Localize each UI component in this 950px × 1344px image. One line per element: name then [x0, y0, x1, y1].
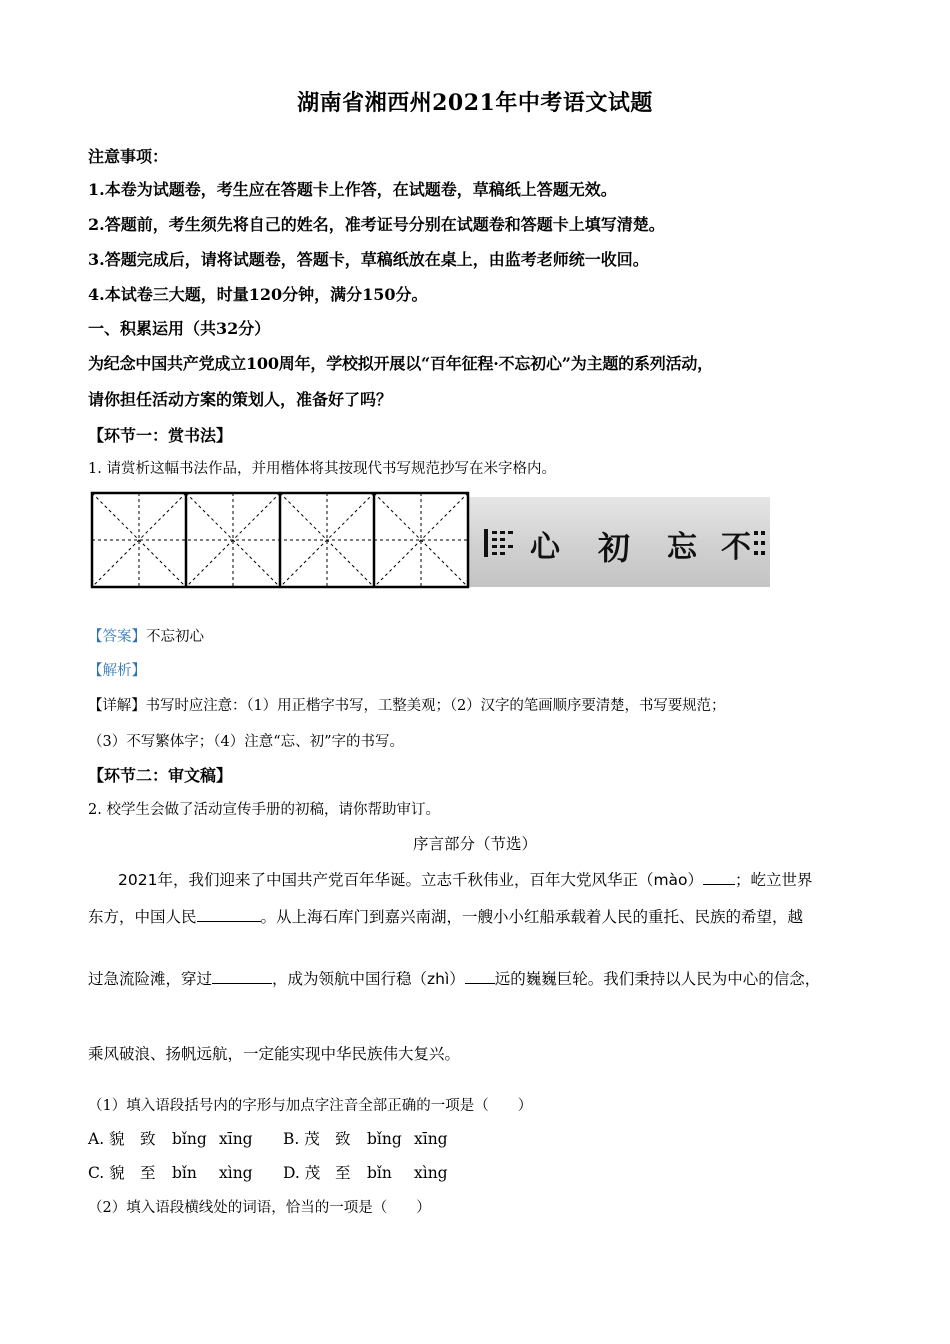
blank-2 [197, 907, 261, 922]
passage-line-1-b: ；屹立世界 [735, 871, 813, 889]
detail-line-2: （3）不写繁体字；（4）注意“忘、初”字的书写。 [88, 734, 405, 750]
calligraphy-char-xin: 心 [530, 530, 560, 565]
step2-heading: 【环节二：审文稿】 [88, 766, 233, 785]
sub-question-1: （1）填入语段括号内的字形与加点字注音全部正确的一项是（ ） [88, 1098, 533, 1114]
analysis-label: 【解析】 [88, 663, 146, 679]
options-row-ab [88, 1127, 448, 1149]
detail-line-1: 【详解】书写时应注意：（1）用正楷字书写，工整美观；（2）汉字的笔画顺序要清楚，书写要规范； [88, 698, 726, 714]
option-a-char1: A. 貌 [88, 1130, 125, 1148]
answer-label: 【答案】 [88, 629, 146, 645]
passage-line-3-b: ，成为领航中国行稳（zhì） [272, 970, 465, 988]
option-d-char2: 至 [335, 1164, 351, 1182]
section1-intro-line2: 请你担任活动方案的策划人，准备好了吗？ [88, 390, 393, 409]
calligraphy-image [90, 491, 772, 589]
option-d-char1: D. 茂 [283, 1164, 321, 1182]
option-b-pinyin1: bǐng [367, 1130, 402, 1148]
passage-line-1-a: 2021年，我们迎来了中国共产党百年华诞。立志千秋伟业，百年大党风华正（mào） [118, 871, 704, 889]
page-title: 湖南省湘西州2021年中考语文试题 [297, 90, 653, 116]
option-a-pinyin1: bǐng [172, 1130, 207, 1148]
step2-question: 2. 校学生会做了活动宣传手册的初稿，请你帮助审订。 [88, 802, 440, 818]
passage-line-3-c: 远的巍巍巨轮。我们秉持以人民为中心的信念， [494, 970, 821, 988]
passage-line-2-b: 。从上海石库门到嘉兴南湖，一艘小小红船承载着人民的重托、民族的希望，越 [260, 908, 804, 926]
passage-line-2-a: 东方，中国人民 [88, 908, 197, 926]
step1-question: 1. 请赏析这幅书法作品，并用楷体将其按现代书写规范抄写在米字格内。 [88, 461, 556, 477]
notice-item-1: 1.本卷为试题卷，考生应在答题卡上作答，在试题卷，草稿纸上答题无效。 [88, 180, 617, 199]
option-c-pinyin2: xìng [219, 1164, 253, 1182]
section1-heading: 一、积累运用（共32分） [88, 319, 271, 338]
notice-item-4: 4.本试卷三大题，时量120分钟，满分150分。 [88, 285, 428, 304]
blank-4 [465, 969, 495, 984]
option-b-char2: 致 [335, 1130, 351, 1148]
option-b-pinyin2: xīng [414, 1130, 448, 1148]
passage-line-2 [88, 905, 803, 927]
option-b-char1: B. 茂 [283, 1130, 320, 1148]
option-a-pinyin2: xīng [219, 1130, 253, 1148]
calligraphy-char-bu: 不 [721, 530, 751, 565]
option-c-char1: C. 貌 [88, 1164, 125, 1182]
option-c-char2: 至 [140, 1164, 156, 1182]
passage-line-3-a: 过急流险滩，穿过 [88, 970, 213, 988]
passage-line-1 [118, 868, 813, 890]
option-a-char2: 致 [140, 1130, 156, 1148]
blank-1 [703, 870, 735, 885]
passage-title: 序言部分（节选） [412, 835, 537, 853]
option-d-pinyin1: bǐn [367, 1164, 392, 1182]
answer-text: 不忘初心 [146, 629, 204, 645]
notice-heading: 注意事项： [88, 147, 169, 166]
calligraphy-char-wang: 忘 [667, 530, 697, 565]
options-row-cd [88, 1161, 448, 1183]
sub-question-2: （2）填入语段横线处的词语，恰当的一项是（ ） [88, 1200, 431, 1216]
passage-line-4: 乘风破浪、扬帆远航，一定能实现中华民族伟大复兴。 [88, 1045, 461, 1063]
option-d-pinyin2: xìng [414, 1164, 448, 1182]
section1-intro-line1: 为纪念中国共产党成立100周年，学校拟开展以“百年征程·不忘初心”为主题的系列活动， [88, 354, 713, 373]
option-c-pinyin1: bǐn [172, 1164, 197, 1182]
blank-3 [212, 969, 272, 984]
calligraphy-char-chu: 初 [597, 529, 631, 567]
step1-answer [88, 625, 204, 646]
passage-line-3 [88, 967, 820, 989]
step1-heading: 【环节一：赏书法】 [88, 426, 233, 445]
notice-item-2: 2.答题前，考生须先将自己的姓名，准考证号分别在试题卷和答题卡上填写清楚。 [88, 215, 665, 234]
notice-item-3: 3.答题完成后，请将试题卷，答题卡，草稿纸放在桌上，由监考老师统一收回。 [88, 250, 649, 269]
